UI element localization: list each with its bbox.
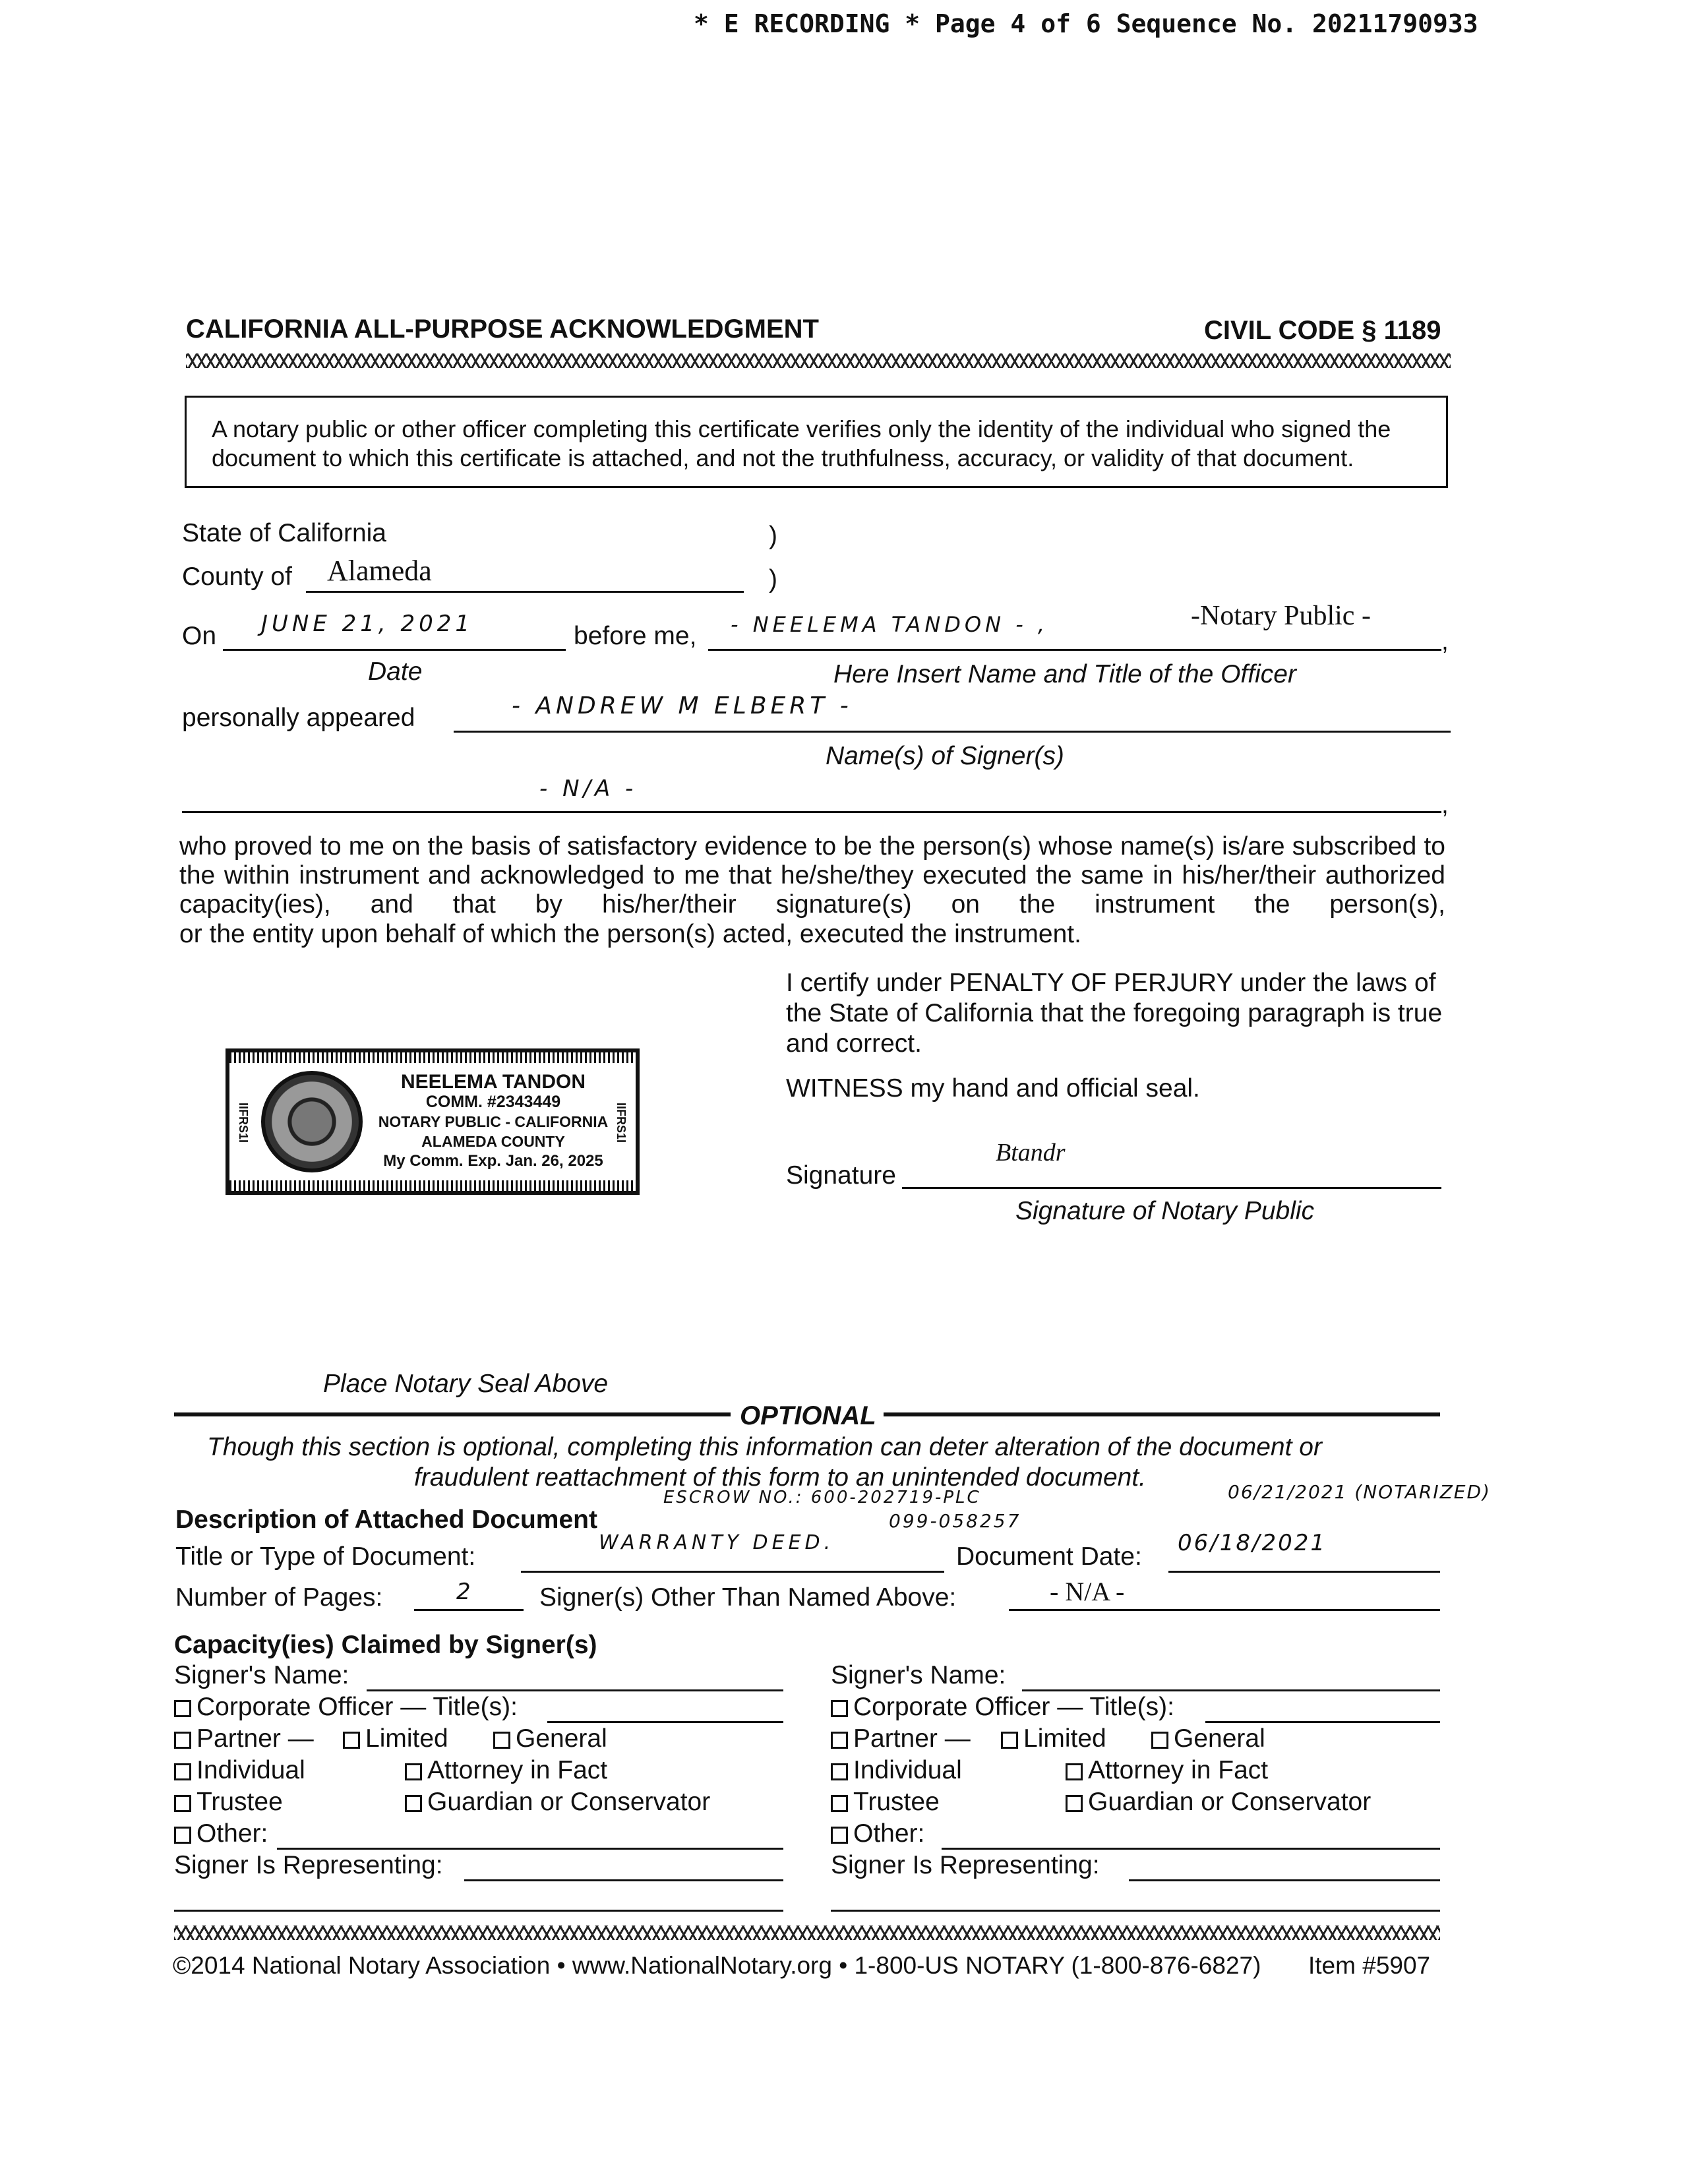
left-guardian-checkbox[interactable]: [405, 1795, 422, 1812]
on-label: On: [182, 622, 217, 650]
apn-note: 099-058257: [889, 1510, 1021, 1532]
seal-side-text-right: IIFRS1I: [614, 1102, 628, 1143]
signature-caption: Signature of Notary Public: [1015, 1197, 1315, 1225]
left-limited[interactable]: [343, 1724, 448, 1754]
left-representing-line-2: [174, 1910, 783, 1912]
proof-last-line: or the entity upon behalf of which the person(s) acted, executed the instrument.: [179, 920, 1081, 948]
right-limited-label: Limited: [1023, 1724, 1106, 1753]
escrow-note: ESCROW NO.: 600-202719-PLC: [663, 1488, 981, 1507]
right-representing-label: Signer Is Representing:: [831, 1851, 1100, 1879]
seal-name: NEELEMA TANDON: [401, 1071, 586, 1093]
left-signer-name-line: [367, 1689, 783, 1691]
title-line: [521, 1571, 944, 1573]
proof-paragraph: who proved to me on the basis of satisfactory evidence to be the person(s) whose name(s) is/are subscribed to the within instrument and acknowledged to me that he/she/they executed the same in his/her/their authorized capacity(ies), and that by his/her/their signature(s) on the instrument the person(s),: [179, 832, 1445, 919]
officer-title: -Notary Public -: [1191, 601, 1371, 631]
left-other-checkbox[interactable]: [174, 1827, 191, 1844]
county-line: [306, 591, 744, 593]
doc-date-value: 06/18/2021: [1178, 1530, 1327, 1556]
right-guardian-checkbox[interactable]: [1066, 1795, 1083, 1812]
appeared-label: personally appeared: [182, 704, 415, 732]
left-individual[interactable]: [174, 1755, 305, 1786]
before-me-label: before me,: [574, 622, 697, 650]
right-limited-checkbox[interactable]: [1001, 1732, 1018, 1749]
left-corporate-line: [547, 1721, 783, 1723]
left-trustee-label: Trustee: [196, 1788, 283, 1816]
signature-line: [902, 1187, 1441, 1189]
right-partner-checkbox[interactable]: [831, 1732, 848, 1749]
right-general-label: General: [1174, 1724, 1265, 1753]
left-signer-name-label: Signer's Name:: [174, 1661, 349, 1689]
right-general-checkbox[interactable]: [1151, 1732, 1168, 1749]
seal-comm: COMM. #2343449: [425, 1093, 561, 1111]
right-other[interactable]: [831, 1819, 924, 1849]
paren-2: ): [769, 565, 777, 593]
title-value: WARRANTY DEED.: [599, 1531, 835, 1554]
comma-1: ,: [1441, 627, 1449, 655]
left-other-line: [277, 1848, 783, 1850]
left-general[interactable]: [493, 1724, 607, 1754]
title-label: Title or Type of Document:: [175, 1542, 476, 1571]
signer2-line: [182, 811, 1441, 813]
comma-2: ,: [1441, 791, 1449, 819]
left-general-checkbox[interactable]: [493, 1732, 510, 1749]
recording-header: * E RECORDING * Page 4 of 6 Sequence No. 20211790933: [694, 9, 1478, 38]
right-trustee[interactable]: [831, 1787, 940, 1817]
right-partner-label: Partner —: [853, 1724, 971, 1753]
pages-line: [414, 1609, 524, 1611]
right-attorney-checkbox[interactable]: [1066, 1763, 1083, 1780]
right-trustee-label: Trustee: [853, 1788, 940, 1816]
date-caption: Date: [368, 657, 423, 686]
county-value: Alameda: [327, 555, 432, 587]
left-general-label: General: [516, 1724, 607, 1753]
left-guardian-label: Guardian or Conservator: [427, 1788, 711, 1816]
right-guardian[interactable]: [1066, 1787, 1371, 1817]
optional-note-1: Though this section is optional, completing this information can deter alteration of the document or: [207, 1433, 1322, 1461]
notary-seal-stamp: [226, 1048, 640, 1195]
right-guardian-label: Guardian or Conservator: [1088, 1788, 1372, 1816]
left-other[interactable]: [174, 1819, 268, 1849]
left-trustee[interactable]: [174, 1787, 283, 1817]
right-representing-line-2: [831, 1910, 1440, 1912]
witness-text: WITNESS my hand and official seal.: [786, 1074, 1200, 1103]
right-corporate-label: Corporate Officer — Title(s):: [853, 1693, 1174, 1721]
left-attorney-checkbox[interactable]: [405, 1763, 422, 1780]
left-limited-checkbox[interactable]: [343, 1732, 360, 1749]
signature-label: Signature: [786, 1161, 896, 1190]
date-value: JUNE 21, 2021: [261, 611, 474, 637]
left-partner[interactable]: [174, 1724, 314, 1754]
signer-value: - ANDREW M ELBERT -: [512, 692, 853, 719]
paren-1: ): [769, 522, 777, 550]
right-other-line: [942, 1848, 1440, 1850]
seal-county: ALAMEDA COUNTY: [421, 1133, 565, 1150]
optional-heading: OPTIONAL: [740, 1401, 876, 1430]
optional-note-2: fraudulent reattachment of this form to an unintended document.: [414, 1463, 1147, 1492]
right-signer-name-label: Signer's Name:: [831, 1661, 1006, 1689]
left-attorney-label: Attorney in Fact: [427, 1756, 608, 1784]
notice-text: A notary public or other officer completing this certificate verifies only the identity of the individual who signed the document to which this certificate is attached, and not the truthfulness, accuracy, or validity of that document.: [212, 415, 1391, 471]
right-representing-line: [1129, 1879, 1440, 1881]
left-individual-label: Individual: [196, 1756, 305, 1784]
seal-emblem-icon: [261, 1071, 363, 1172]
left-representing-line: [464, 1879, 783, 1881]
footer-text: ©2014 National Notary Association • www.NationalNotary.org • 1-800-US NOTARY (1-800-876-6827): [173, 1952, 1261, 1979]
county-label: County of: [182, 562, 292, 591]
left-partner-label: Partner —: [196, 1724, 314, 1753]
optional-rule-right: [884, 1412, 1440, 1416]
right-individual-checkbox[interactable]: [831, 1763, 848, 1780]
right-attorney-label: Attorney in Fact: [1088, 1756, 1269, 1784]
right-other-label: Other:: [853, 1819, 925, 1848]
perjury-text: I certify under PENALTY OF PERJURY under the laws of the State of California that the foregoing paragraph is true and correct.: [786, 969, 1443, 1058]
left-corporate-checkbox[interactable]: [174, 1700, 191, 1717]
right-corporate-line: [1205, 1721, 1440, 1723]
left-corporate-label: Corporate Officer — Title(s):: [196, 1693, 518, 1721]
notice-box: [185, 396, 1448, 488]
doc-date-label: Document Date:: [956, 1542, 1142, 1571]
right-individual-label: Individual: [853, 1756, 962, 1784]
right-limited[interactable]: [1001, 1724, 1106, 1754]
desc-heading: Description of Attached Document: [175, 1505, 597, 1534]
civil-code: CIVIL CODE § 1189: [1204, 316, 1441, 345]
left-other-label: Other:: [196, 1819, 268, 1848]
signer-caption: Name(s) of Signer(s): [826, 742, 1064, 770]
decorative-band-bottom: [174, 1926, 1440, 1940]
officer-caption: Here Insert Name and Title of the Officer: [833, 660, 1296, 688]
other-signers-value: - N/A -: [1050, 1577, 1125, 1606]
left-attorney[interactable]: [405, 1755, 607, 1786]
right-individual[interactable]: [831, 1755, 962, 1786]
right-corporate-checkbox[interactable]: [831, 1700, 848, 1717]
other-signers-label: Signer(s) Other Than Named Above:: [539, 1583, 957, 1612]
right-partner[interactable]: [831, 1724, 971, 1754]
notary-signature: Btandr: [996, 1139, 1066, 1167]
left-individual-checkbox[interactable]: [174, 1763, 191, 1780]
left-trustee-checkbox[interactable]: [174, 1795, 191, 1812]
other-signers-line: [1009, 1609, 1440, 1611]
left-partner-checkbox[interactable]: [174, 1732, 191, 1749]
state-label: State of California: [182, 519, 387, 547]
signer2-value: - N/A -: [539, 775, 638, 802]
officer-value: - NEELEMA TANDON - ,: [731, 612, 1049, 637]
doc-date-line: [1168, 1571, 1440, 1573]
optional-rule-left: [174, 1412, 731, 1416]
right-general[interactable]: [1151, 1724, 1265, 1754]
left-guardian[interactable]: [405, 1787, 710, 1817]
seal-side-text-left: IIFRS1I: [237, 1102, 251, 1143]
form-title: CALIFORNIA ALL-PURPOSE ACKNOWLEDGMENT: [186, 315, 819, 344]
right-corporate-officer[interactable]: [831, 1692, 1174, 1722]
officer-line: [708, 649, 1441, 651]
seal-caption: Place Notary Seal Above: [323, 1370, 609, 1398]
footer-item: Item #5907: [1308, 1952, 1431, 1979]
left-corporate-officer[interactable]: [174, 1692, 518, 1722]
seal-title: NOTARY PUBLIC - CALIFORNIA: [378, 1113, 609, 1130]
pages-value: 2: [456, 1579, 475, 1605]
decorative-band-top: [186, 353, 1451, 368]
right-attorney[interactable]: [1066, 1755, 1268, 1786]
right-trustee-checkbox[interactable]: [831, 1795, 848, 1812]
signer-line: [454, 731, 1451, 733]
left-representing-label: Signer Is Representing:: [174, 1851, 443, 1879]
capacity-heading: Capacity(ies) Claimed by Signer(s): [174, 1631, 597, 1659]
date-line: [223, 649, 566, 651]
notarized-note: 06/21/2021 (NOTARIZED): [1228, 1481, 1491, 1503]
right-other-checkbox[interactable]: [831, 1827, 848, 1844]
left-limited-label: Limited: [365, 1724, 448, 1753]
pages-label: Number of Pages:: [175, 1583, 383, 1612]
seal-expires: My Comm. Exp. Jan. 26, 2025: [383, 1152, 603, 1170]
right-signer-name-line: [1022, 1689, 1440, 1691]
